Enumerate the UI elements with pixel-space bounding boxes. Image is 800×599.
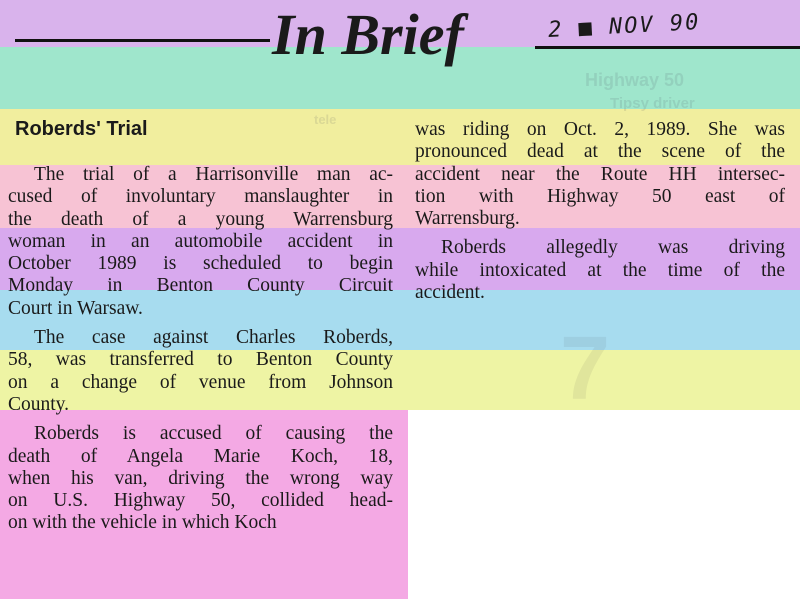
article-line: The case against Charles Roberds, [34, 327, 393, 349]
article-line: the death of a young Warrensburg [8, 208, 393, 230]
article-column-right [415, 119, 785, 304]
article-line: County. [8, 393, 70, 415]
article-headline: Roberds' Trial [15, 118, 148, 140]
article-line: death of Angela Marie Koch, 18, [8, 445, 393, 467]
article-line: accident near the Route HH intersec- [415, 163, 785, 185]
article-line: was riding on Oct. 2, 1989. She was [415, 119, 785, 140]
article-line: on a change of venue from Johnson [8, 371, 393, 393]
article-line: while intoxicated at the time of the [415, 259, 785, 281]
show-through-text: Tipsy driver [610, 95, 695, 112]
article-line: woman in an automobile accident in [8, 230, 393, 252]
article-line: Roberds is accused of causing the [34, 423, 393, 445]
article-line: Roberds allegedly was driving [441, 237, 785, 259]
article-line: 58, was transferred to Benton County [8, 349, 393, 371]
article-line: when his van, driving the wrong way [8, 467, 393, 489]
article-line: on U.S. Highway 50, collided head- [8, 490, 393, 512]
show-through-text: Highway 50 [585, 70, 685, 90]
article-line: Warrensburg. [415, 208, 520, 230]
masthead-rule-right [535, 46, 800, 49]
handwritten-date: 2 ■ NOV 90 [547, 10, 702, 43]
masthead-rule-left [15, 39, 270, 42]
show-through-text: tele [314, 112, 337, 127]
article-line: accident. [415, 282, 485, 304]
article-line: tion with Highway 50 east of [415, 185, 785, 207]
article-line: The trial of a Harrisonville man ac- [34, 164, 393, 185]
article-line: cused of involuntary manslaughter in [8, 186, 393, 208]
article-line: October 1989 is scheduled to begin [8, 253, 393, 275]
show-through-text: 7 [560, 319, 611, 419]
article-line: Monday in Benton County Circuit [8, 275, 393, 297]
article-line: Court in Warsaw. [8, 297, 143, 319]
section-masthead: In Brief [272, 2, 464, 67]
article-column-left [8, 164, 393, 535]
article-line: pronounced dead at the scene of the [415, 141, 785, 163]
article-line: on with the vehicle in which Koch [8, 512, 277, 534]
